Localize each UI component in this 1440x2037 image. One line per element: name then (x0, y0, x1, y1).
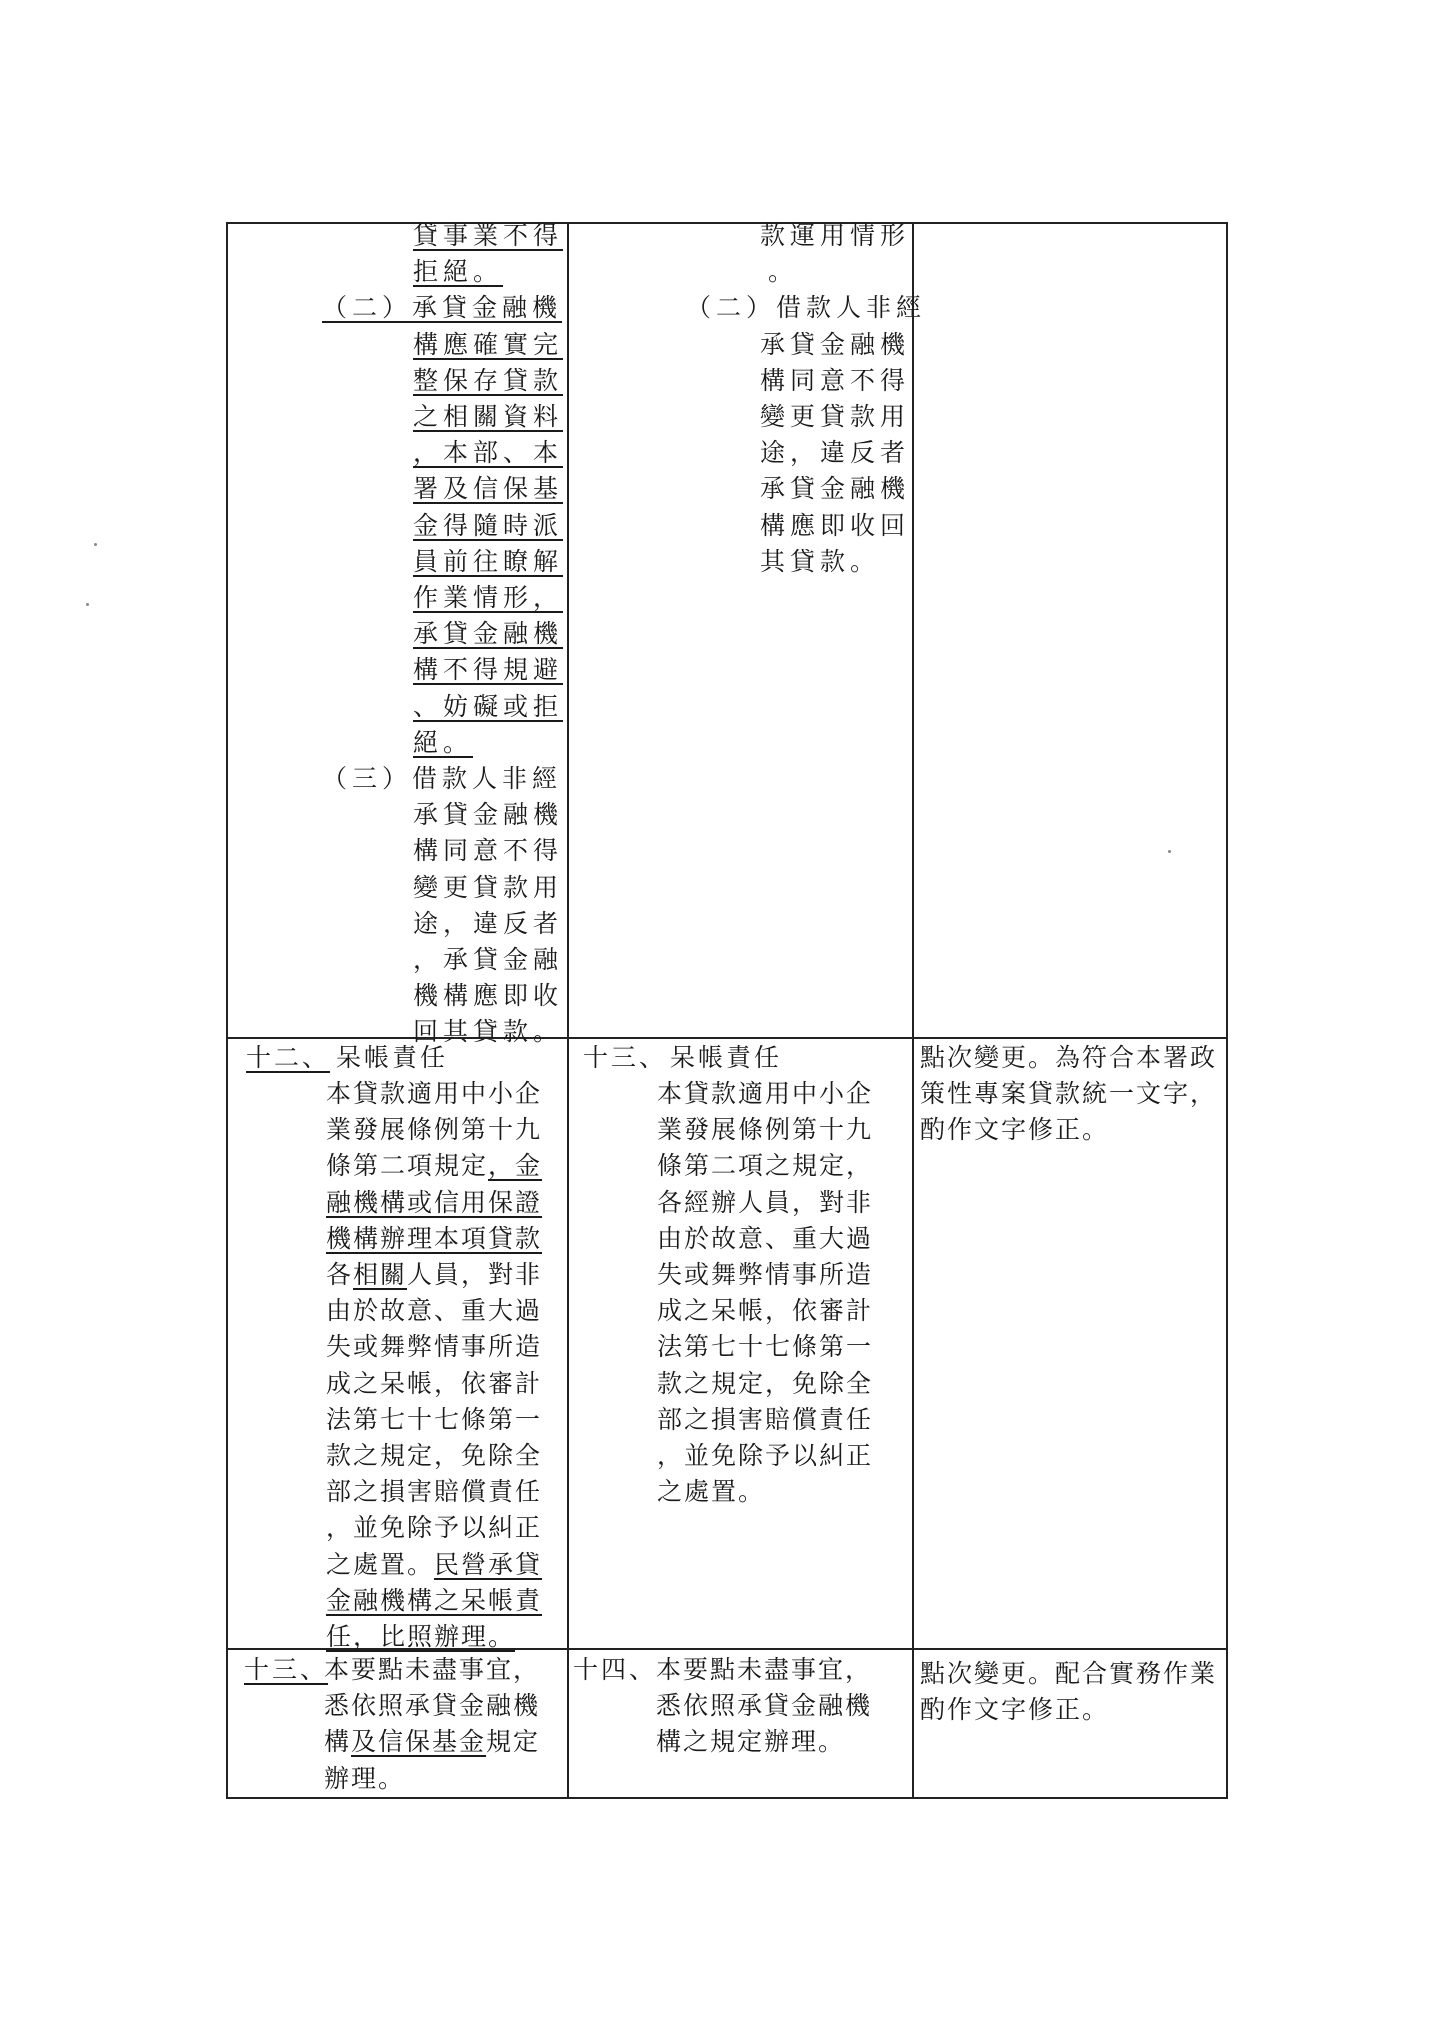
text-line: 酌作文字修正。 (920, 1695, 1110, 1725)
text-line: 法第七十七條第一 (657, 1332, 874, 1362)
text-line: 各相關人員，對非 (326, 1260, 543, 1289)
text-line: 策性專案貸款統一文字， (920, 1079, 1218, 1109)
text-line: 其貸款。 (760, 546, 881, 576)
text-line: 任，比照辦理。 (326, 1622, 516, 1651)
text-line: 條第二項之規定， (657, 1151, 874, 1181)
text-line: 構及信保基金規定 (324, 1727, 541, 1757)
text-line: 業發展條例第十九 (326, 1115, 543, 1145)
scan-speck (86, 603, 89, 606)
text-line: 構同意不得 (760, 365, 911, 395)
text-line: 本要點未盡事宜， (656, 1655, 873, 1684)
text-line: 融機構或信用保證 (326, 1187, 543, 1217)
text-line: 點次變更。為符合本署政 (920, 1043, 1218, 1072)
text-line: 失或舞弊情事所造 (326, 1332, 543, 1362)
text-line: 條第二項規定，金 (326, 1151, 543, 1181)
text-line: 金得隨時派 (413, 510, 564, 540)
text-line: 拒絕。 (413, 257, 504, 287)
text-line: 業發展條例第十九 (657, 1115, 874, 1145)
text-line: 由於故意、重大過 (326, 1296, 543, 1326)
text-line: 署及信保基 (413, 474, 564, 504)
column-divider-2 (912, 222, 914, 1799)
text-line: 點次變更。配合實務作業 (920, 1659, 1218, 1688)
section-12-number: 十二、 (246, 1043, 331, 1072)
text-line: 整保存貸款 (413, 365, 564, 395)
text-line: 機構辦理本項貸款 (326, 1223, 543, 1253)
text-line: 款運用情形 (760, 221, 911, 250)
text-line: 。 (768, 257, 799, 287)
text-line: 構之規定辦理。 (656, 1727, 846, 1757)
text-line: 承貸金融機 (413, 800, 564, 830)
text-line: 款之規定，免除全 (657, 1368, 874, 1398)
text-line: 承貸金融機 (760, 329, 911, 359)
table-bottom-border (226, 1797, 1228, 1799)
text-line: 變更貸款用 (413, 872, 564, 902)
text-line: 途，違反者 (413, 908, 564, 938)
section-13-original-number: 十三、 (583, 1043, 668, 1072)
text-line: （二）承貸金融機 (322, 293, 563, 323)
section-12-heading: 呆帳責任 (336, 1043, 449, 1072)
column-divider-1 (567, 222, 569, 1799)
text-line: 絕。 (413, 727, 474, 757)
text-line: 部之損害賠償責任 (326, 1477, 543, 1507)
text-line: ，本部、本 (413, 438, 564, 468)
text-line: 之處置。 (657, 1477, 766, 1507)
text-line: ，並免除予以糾正 (326, 1513, 543, 1543)
text-line: 各經辦人員，對非 (657, 1187, 874, 1217)
text-line: 構應即收回 (760, 510, 911, 540)
text-line: 途，違反者 (760, 438, 911, 468)
text-line: 款之規定，免除全 (326, 1441, 543, 1470)
text-line: 回其貸款。 (413, 1017, 564, 1047)
text-line: 金融機構之呆帳責 (326, 1585, 543, 1615)
text-line: 構應確實完 (413, 329, 564, 359)
text-line: 變更貸款用 (760, 402, 911, 431)
text-line: 悉依照承貸金融機 (656, 1691, 873, 1721)
text-line: 本貸款適用中小企 (657, 1079, 874, 1108)
row-divider-1 (226, 1037, 1228, 1039)
text-line: 部之損害賠償責任 (657, 1404, 874, 1434)
text-line: 構不得規避 (413, 655, 564, 685)
text-line: 成之呆帳，依審計 (326, 1368, 543, 1398)
section-13-number: 十三、 (244, 1655, 329, 1684)
text-line: 貸事業不得 (413, 221, 564, 250)
text-line: ，承貸金融 (413, 945, 564, 974)
text-line: 承貸金融機 (413, 619, 564, 649)
text-line: 之相關資料 (413, 402, 564, 431)
table-left-border (226, 222, 228, 1799)
table-top-border (226, 222, 1228, 224)
section-13-original-heading: 呆帳責任 (670, 1043, 783, 1072)
text-line: （三）借款人非經 (322, 764, 563, 793)
scan-speck (1168, 850, 1171, 853)
text-line: 由於故意、重大過 (657, 1223, 874, 1253)
text-line: 作業情形， (413, 583, 564, 612)
text-line: 本貸款適用中小企 (326, 1079, 543, 1108)
text-line: 、妨礙或拒 (413, 691, 564, 721)
text-line: 辦理。 (324, 1763, 406, 1793)
text-line: （二）借款人非經 (686, 293, 927, 323)
text-line: 本要點未盡事宜， (324, 1655, 541, 1684)
table-right-border (1226, 222, 1228, 1799)
text-line: 失或舞弊情事所造 (657, 1260, 874, 1289)
text-line: 酌作文字修正。 (920, 1115, 1110, 1145)
text-line: 員前往瞭解 (413, 546, 564, 576)
text-line: 成之呆帳，依審計 (657, 1296, 874, 1326)
text-line: 悉依照承貸金融機 (324, 1691, 541, 1721)
text-line: 之處置。民營承貸 (326, 1549, 543, 1579)
scan-speck (94, 543, 97, 546)
text-line: 機構應即收 (413, 981, 564, 1011)
text-line: ，並免除予以糾正 (657, 1441, 874, 1470)
text-line: 承貸金融機 (760, 474, 911, 504)
section-14-original-number: 十四、 (573, 1655, 658, 1684)
text-line: 構同意不得 (413, 836, 564, 866)
text-line: 法第七十七條第一 (326, 1404, 543, 1434)
